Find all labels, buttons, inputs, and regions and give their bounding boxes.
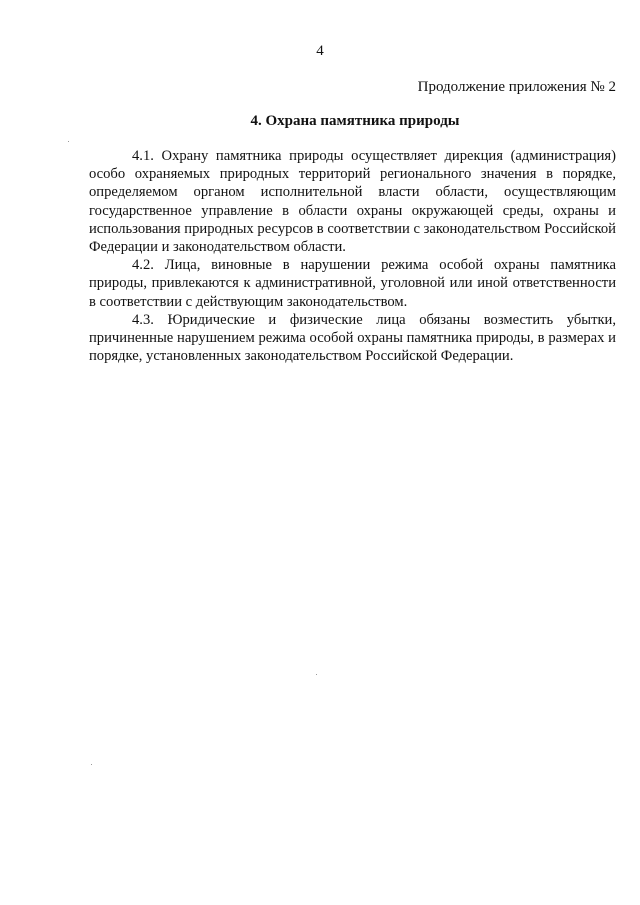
paragraph-4-3: 4.3. Юридические и физические лица обязаны возместить убытки, причиненные нарушением режима особой охраны памятника природы, в размерах и порядке, установленных законодательством Российской Федерации. xyxy=(89,311,616,365)
paragraph-4-1: 4.1. Охрану памятника природы осуществляет дирекция (администрация) особо охраняемых природных территорий регионального значения в порядке, определяемом органом исполнительной власти области, осуществляющим государственное управление в области охраны окружающей среды, охраны и использования природных ресурсов в соответствии с законодательством Российской Федерации и законодательством области. xyxy=(89,148,616,256)
page-number: 4 xyxy=(316,43,324,59)
paragraph-4-2: 4.2. Лица, виновные в нарушении режима особой охраны памятника природы, привлекаются к административной, уголовной или иной ответственности в соответствии с действующим законодательством. xyxy=(89,257,616,310)
section-title: 4. Охрана памятника природы xyxy=(250,113,460,129)
scan-speck xyxy=(91,764,92,765)
scan-speck xyxy=(316,674,317,675)
scan-speck xyxy=(68,141,69,142)
section-body xyxy=(89,147,616,365)
appendix-continuation-note: Продолжение приложения № 2 xyxy=(417,79,616,95)
